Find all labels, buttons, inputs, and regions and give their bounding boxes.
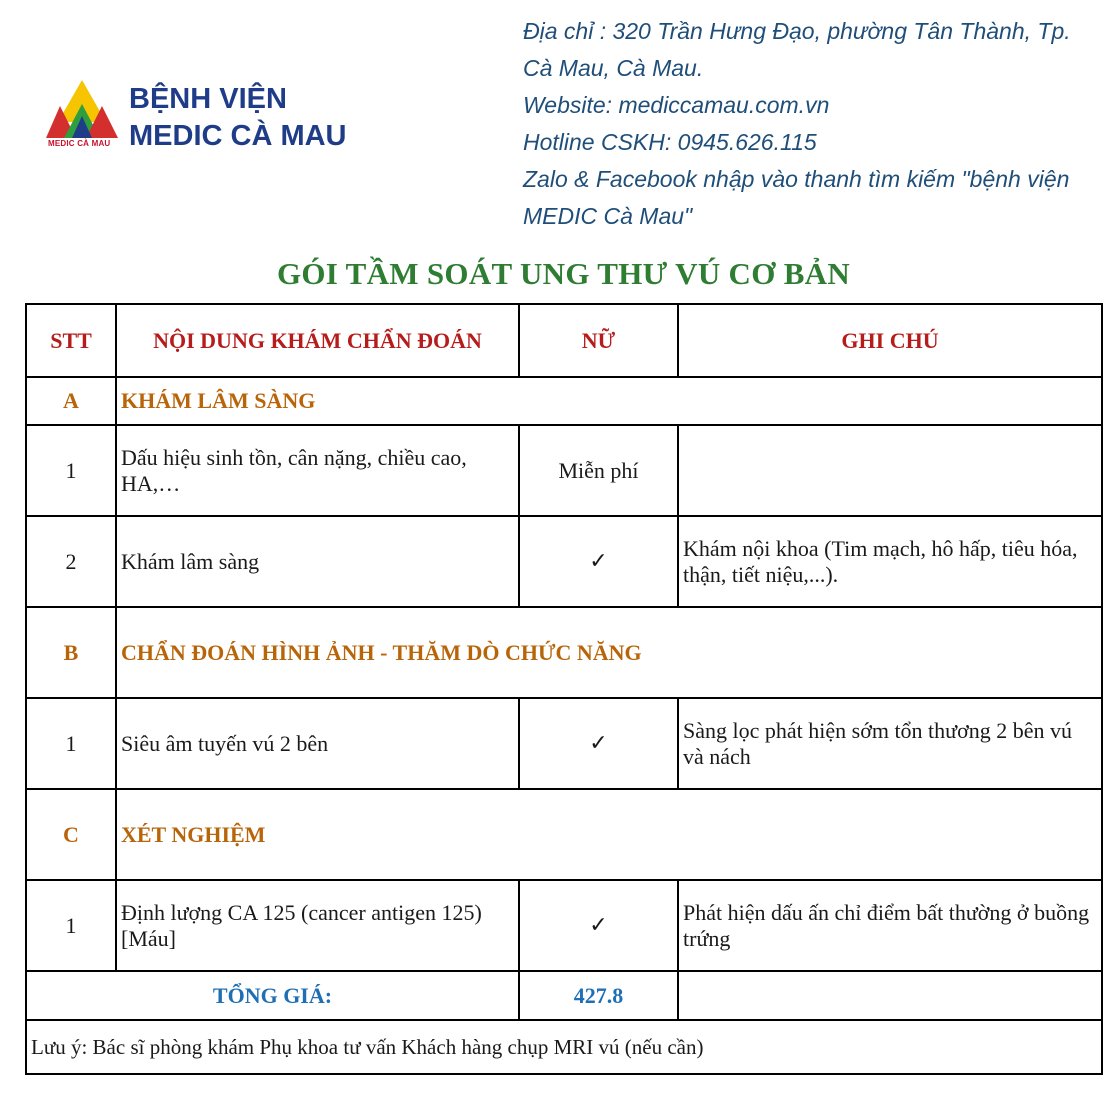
contact-info	[523, 13, 1103, 235]
total-value: 427.8	[519, 971, 678, 1020]
row-stt: 1	[26, 880, 116, 971]
table-header-row	[26, 304, 1102, 377]
brand-name	[129, 81, 347, 155]
row-content: Dấu hiệu sinh tồn, cân nặng, chiều cao, HA,…	[116, 425, 519, 516]
section-code: A	[26, 377, 116, 425]
row-content: Siêu âm tuyến vú 2 bên	[116, 698, 519, 789]
row-stt: 2	[26, 516, 116, 607]
section-title: CHẨN ĐOÁN HÌNH ẢNH - THĂM DÒ CHỨC NĂNG	[116, 607, 1102, 698]
row-content: Định lượng CA 125 (cancer antigen 125) [Máu]	[116, 880, 519, 971]
contact-social: Zalo & Facebook nhập vào thanh tìm kiếm "bệnh viện MEDIC Cà Mau"	[523, 166, 1070, 229]
row-note: Phát hiện dấu ấn chỉ điểm bất thường ở buồng trứng	[678, 880, 1102, 971]
row-note: Khám nội khoa (Tim mạch, hô hấp, tiêu hóa, thận, tiết niệu,...).	[678, 516, 1102, 607]
table-row	[26, 425, 1102, 516]
row-stt: 1	[26, 698, 116, 789]
section-code: C	[26, 789, 116, 880]
section-row-b	[26, 607, 1102, 698]
total-note	[678, 971, 1102, 1020]
contact-address: Địa chỉ : 320 Trần Hưng Đạo, phường Tân Thành, Tp. Cà Mau, Cà Mau.	[523, 18, 1071, 81]
contact-hotline: Hotline CSKH: 0945.626.115	[523, 129, 817, 155]
hospital-logo	[46, 78, 366, 158]
row-content: Khám lâm sàng	[116, 516, 519, 607]
table-row	[26, 880, 1102, 971]
brand-line-2: MEDIC CÀ MAU	[129, 120, 347, 152]
logo-subtext: MEDIC CÀ MAU	[48, 139, 111, 148]
table-row	[26, 516, 1102, 607]
total-row	[26, 971, 1102, 1020]
header-female: NỮ	[519, 304, 678, 377]
row-female: Miễn phí	[519, 425, 678, 516]
brand-line-1: BỆNH VIỆN	[129, 83, 287, 115]
check-icon: ✓	[519, 698, 678, 789]
logo-mountain-icon	[46, 78, 118, 140]
row-note	[678, 425, 1102, 516]
section-code: B	[26, 607, 116, 698]
section-title: KHÁM LÂM SÀNG	[116, 377, 1102, 425]
contact-website: Website: mediccamau.com.vn	[523, 92, 830, 118]
total-label: TỔNG GIÁ:	[26, 971, 519, 1020]
row-stt: 1	[26, 425, 116, 516]
table-row	[26, 698, 1102, 789]
header-content: NỘI DUNG KHÁM CHẨN ĐOÁN	[116, 304, 519, 377]
check-icon: ✓	[519, 880, 678, 971]
footnote: Lưu ý: Bác sĩ phòng khám Phụ khoa tư vấn Khách hàng chụp MRI vú (nếu cần)	[26, 1020, 1102, 1074]
section-title: XÉT NGHIỆM	[116, 789, 1102, 880]
row-note: Sàng lọc phát hiện sớm tổn thương 2 bên vú và nách	[678, 698, 1102, 789]
footnote-row	[26, 1020, 1102, 1074]
header-stt: STT	[26, 304, 116, 377]
header-note: GHI CHÚ	[678, 304, 1102, 377]
section-row-c	[26, 789, 1102, 880]
service-table	[25, 303, 1103, 1075]
check-icon: ✓	[519, 516, 678, 607]
section-row-a	[26, 377, 1102, 425]
page-title: GÓI TẦM SOÁT UNG THƯ VÚ CƠ BẢN	[276, 256, 851, 291]
